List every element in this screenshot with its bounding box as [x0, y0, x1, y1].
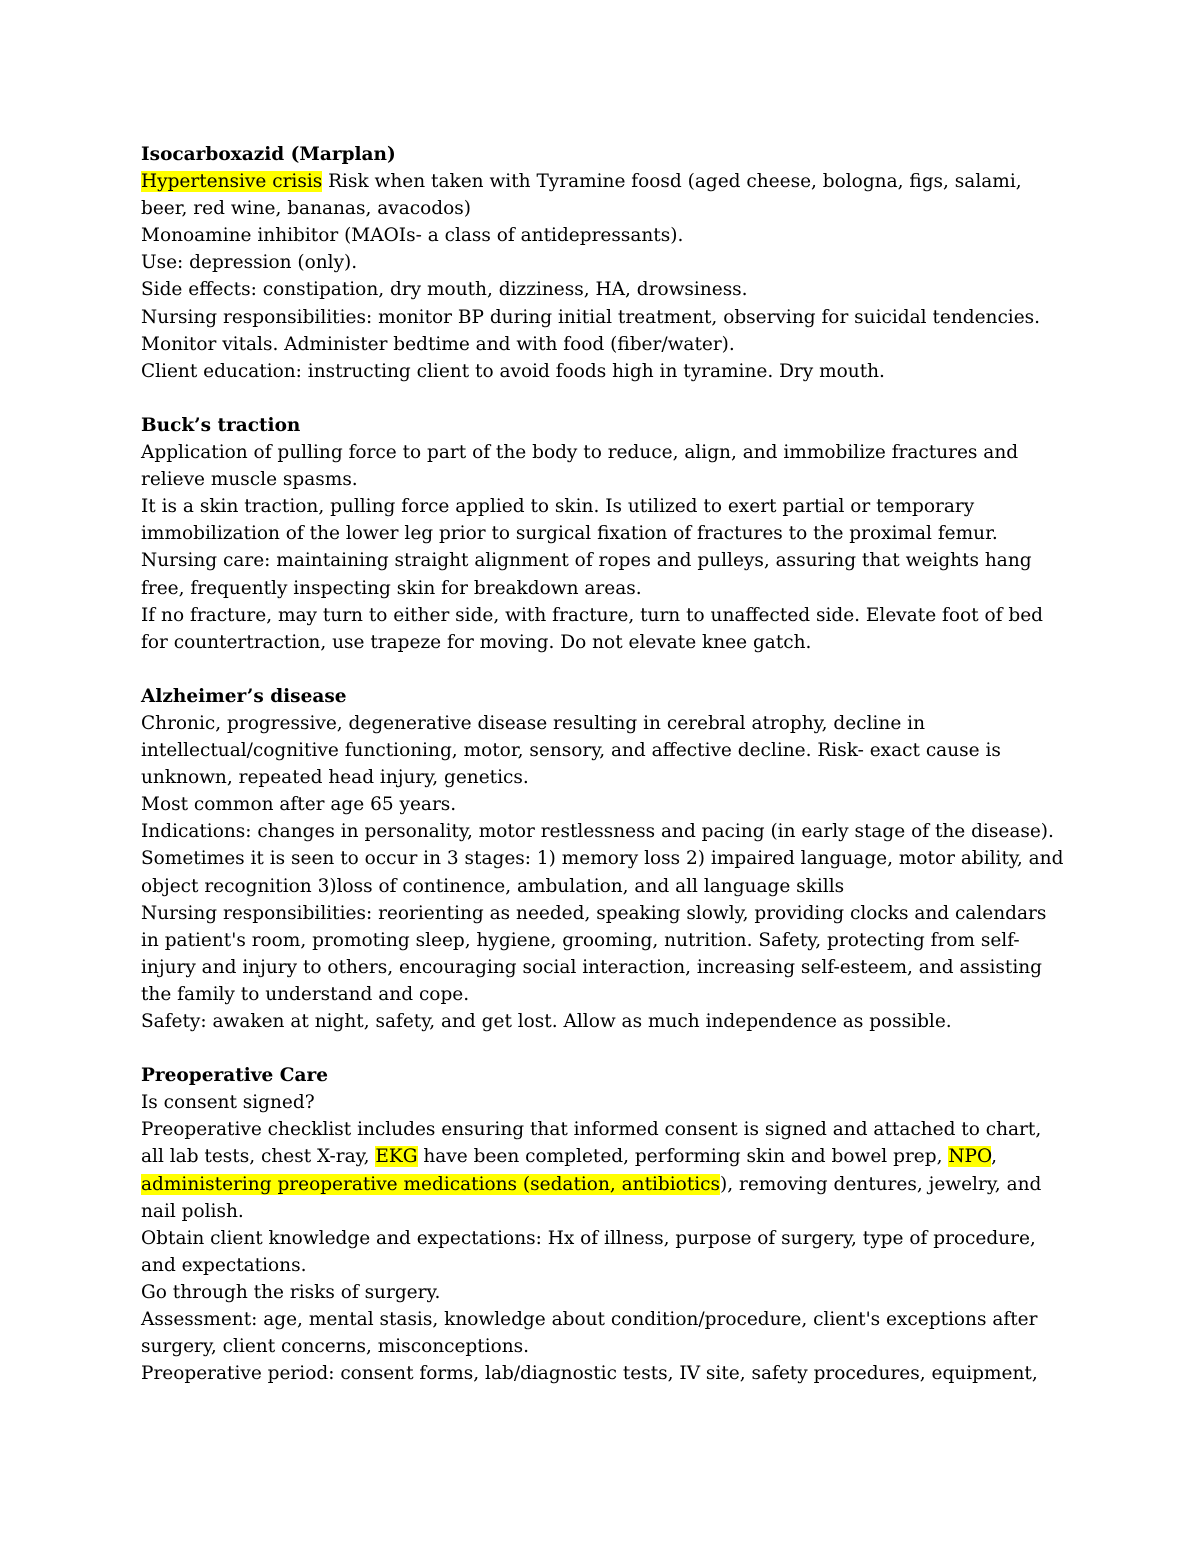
paragraph: If no fracture, may turn to either side, with fracture, turn to unaffected side. Elevate foot of bed for countertraction, use trapeze for moving. Do not elevate knee gatch. — [141, 604, 1043, 653]
highlighted-text: administering preoperative medications (sedation, antibiotics — [141, 1173, 721, 1195]
paragraph: Go through the risks of surgery. — [141, 1281, 441, 1303]
paragraph-text: have been completed, performing skin and bowel prep, — [417, 1146, 949, 1168]
paragraph: Preoperative period: consent forms, lab/diagnostic tests, IV site, safety procedures, equipment, — [141, 1363, 1038, 1385]
section-heading: Alzheimer’s disease — [141, 685, 347, 707]
paragraph-text: ), removing dentures, jewelry, and nail polish. — [141, 1173, 1042, 1222]
paragraph: Monoamine inhibitor (MAOIs- a class of antidepressants). — [141, 225, 684, 247]
paragraph: Most common after age 65 years. — [141, 794, 457, 816]
section-preoperative-care — [141, 1062, 1066, 1387]
section-heading: Buck’s traction — [141, 414, 301, 436]
paragraph: Nursing responsibilities: reorienting as needed, speaking slowly, providing clocks and calendars in patient's room, promoting sleep, hygiene, grooming, nutrition. Safety, protecting from self-injury and injury to others, encouraging social interaction, increasing self-esteem, and assisting the family to understand and cope. — [141, 902, 1047, 1005]
document-page — [141, 141, 1066, 1414]
paragraph: Safety: awaken at night, safety, and get lost. Allow as much independence as possible. — [141, 1011, 952, 1032]
paragraph: It is a skin traction, pulling force applied to skin. Is utilized to exert partial or temporary immobilization of the lower leg prior to surgical fixation of fractures to the proximal femur. — [141, 496, 998, 545]
highlighted-text: EKG — [375, 1146, 418, 1168]
paragraph: Chronic, progressive, degenerative disease resulting in cerebral atrophy, decline in intellectual/cognitive functioning, motor, sensory, and affective decline. Risk- exact cause is unknown, repeated head injury, genetics. — [141, 712, 1001, 789]
paragraph: Indications: changes in personality, motor restlessness and pacing (in early stage of the disease). — [141, 821, 1054, 843]
paragraph: Obtain client knowledge and expectations: Hx of illness, purpose of surgery, type of procedure, and expectations. — [141, 1227, 1036, 1276]
paragraph: Nursing care: maintaining straight alignment of ropes and pulleys, assuring that weights hang free, frequently inspecting skin for breakdown areas. — [141, 550, 1032, 599]
section-bucks-traction — [141, 412, 1066, 656]
paragraph-text: Risk when taken with Tyramine foosd (aged cheese, bologna, figs, salami, beer, red wine, bananas, avacodos) — [141, 171, 1022, 220]
section-isocarboxazid — [141, 141, 1066, 385]
highlighted-text: Hypertensive crisis — [141, 171, 323, 193]
paragraph: Client education: instructing client to avoid foods high in tyramine. Dry mouth. — [141, 360, 885, 382]
section-heading: Preoperative Care — [141, 1065, 328, 1087]
paragraph — [141, 1116, 1066, 1224]
paragraph — [141, 168, 1066, 222]
paragraph: Is consent signed? — [141, 1092, 315, 1114]
paragraph: Use: depression (only). — [141, 252, 358, 274]
paragraph-text: , — [991, 1146, 997, 1168]
section-heading: Isocarboxazid (Marplan) — [141, 144, 396, 165]
paragraph-text: Preoperative checklist includes ensuring that informed consent is signed and attached to chart, all lab tests, chest X-ray, — [141, 1119, 1042, 1168]
paragraph: Assessment: age, mental stasis, knowledge about condition/procedure, client's exceptions after surgery, client concerns, misconceptions. — [141, 1309, 1038, 1358]
paragraph: Sometimes it is seen to occur in 3 stages: 1) memory loss 2) impaired language, motor ability, and object recognition 3)loss of continence, ambulation, and all language skills — [141, 848, 1064, 897]
section-alzheimers — [141, 683, 1066, 1035]
highlighted-text: NPO — [948, 1146, 992, 1168]
paragraph: Nursing responsibilities: monitor BP during initial treatment, observing for suicidal tendencies. Monitor vitals. Administer bedtime and with food (fiber/water). — [141, 306, 1041, 355]
paragraph: Side effects: constipation, dry mouth, dizziness, HA, drowsiness. — [141, 279, 748, 301]
paragraph: Application of pulling force to part of the body to reduce, align, and immobilize fractures and relieve muscle spasms. — [141, 442, 1019, 491]
